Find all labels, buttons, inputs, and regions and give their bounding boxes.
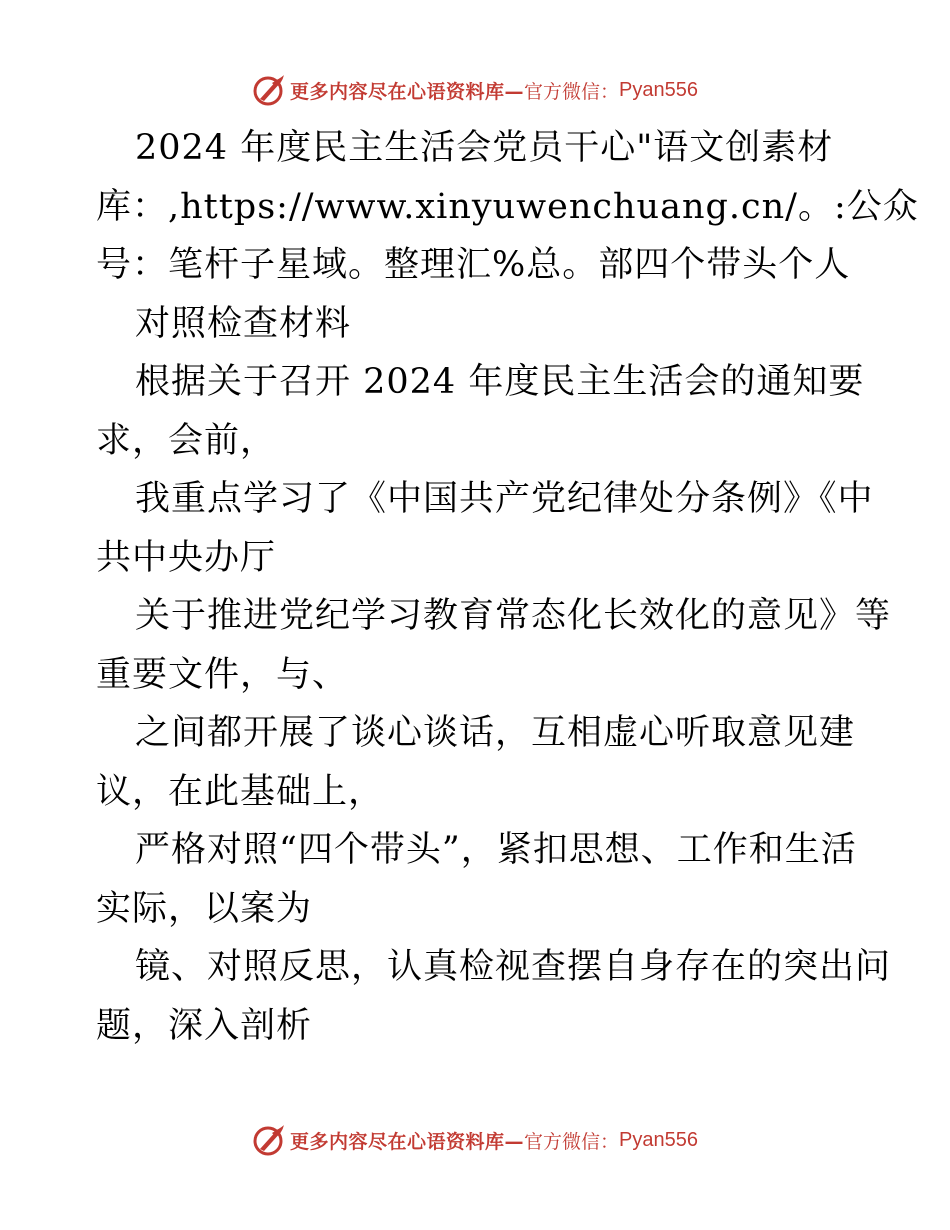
text-line: 2024 年度民主生活会党员干心"语文创素材	[135, 128, 834, 168]
text-line: 重要文件，与、	[96, 654, 349, 695]
banner-wechat-id: Pyan556	[619, 1128, 698, 1151]
text-line: 号：笔杆子星域。整理汇%总。部四个带头个人	[96, 245, 851, 285]
text-line: 根据关于召开 2024 年度民主生活会的通知要	[135, 362, 865, 402]
banner-wechat-label: 官方微信：	[524, 80, 620, 103]
banner-wechat-label: 官方微信：	[524, 1130, 620, 1153]
text-line: 求，会前，	[96, 420, 277, 461]
quill-logo-icon	[252, 1123, 286, 1157]
document-body	[96, 119, 919, 1055]
text-line: 实际，以案为	[96, 888, 313, 929]
banner-wechat-id: Pyan556	[619, 78, 698, 101]
text-line: 题，深入剖析	[96, 1005, 313, 1046]
text-line: 对照检查材料	[135, 303, 352, 344]
footer-banner	[0, 1120, 950, 1160]
text-line: 共中央办厅	[96, 537, 277, 578]
text-line: 之间都开展了谈心谈话，互相虚心听取意见建	[135, 713, 856, 753]
banner-main-text: 更多内容尽在心语资料库—	[290, 80, 525, 103]
text-line: 我重点学习了《中国共产党纪律处分条例》《中	[135, 479, 874, 519]
banner-main-text: 更多内容尽在心语资料库—	[290, 1130, 525, 1153]
text-line: 关于推进党纪学习教育常态化长效化的意见》等	[135, 596, 892, 636]
text-line: 库：,https://www.xinyuwenchuang.cn/。:公众	[96, 186, 919, 227]
text-line: 镜、对照反思，认真检视查摆自身存在的突出问	[135, 947, 892, 987]
header-banner	[0, 70, 950, 110]
text-line: 议，在此基础上，	[96, 771, 385, 812]
quill-logo-icon	[252, 73, 286, 107]
text-line: 严格对照“四个带头”，紧扣思想、工作和生活	[135, 830, 857, 870]
